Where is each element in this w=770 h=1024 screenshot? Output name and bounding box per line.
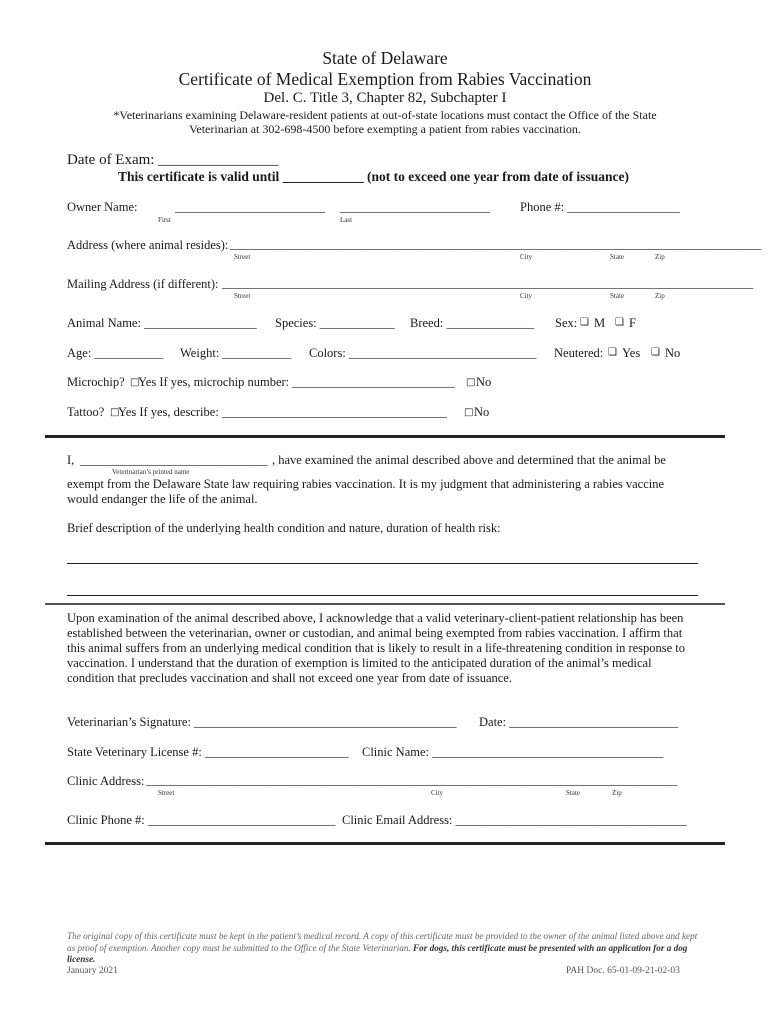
- microchip-yes-checkbox[interactable]: □: [130, 377, 140, 388]
- footer-date: January 2021: [67, 966, 118, 976]
- page-title: State of Delaware: [322, 48, 448, 68]
- tattoo-yes-checkbox[interactable]: □: [110, 407, 120, 418]
- tattoo-no-checkbox[interactable]: □: [464, 407, 474, 418]
- footer-note: [67, 931, 707, 966]
- sex-f-checkbox[interactable]: ❏: [615, 317, 624, 328]
- certificate-subtitle: Certificate of Medical Exemption from Rabies Vaccination: [178, 69, 592, 89]
- species-field[interactable]: Species: ____________: [275, 316, 395, 330]
- sex-f-label: F: [629, 316, 636, 330]
- acknowledgement-line-3: this animal suffers from an underlying medical condition that is likely to result in a life-threatening condition in response to: [67, 641, 686, 655]
- first-caption: First: [158, 216, 171, 224]
- microchip-number-field[interactable]: Yes If yes, microchip number: __________________________: [138, 375, 455, 389]
- clinic-address-field[interactable]: _____________________________________________________________________________________: [146, 773, 678, 787]
- vet-printed-name-field[interactable]: ______________________________: [80, 453, 268, 467]
- footer-note-text: The original copy of this certificate must be kept in the patient’s medical record. A copy of this certificate must be provided to the owner of the animal listed above and kept as proof of exemption. Another copy must be submitted to the Office of the State Veterinarian.: [67, 931, 698, 953]
- owner-last-name-field[interactable]: ________________________: [340, 200, 490, 214]
- vet-statement-i: I,: [67, 453, 75, 467]
- owner-name-label: Owner Name:: [67, 200, 138, 214]
- owner-first-name-field[interactable]: ________________________: [175, 200, 325, 214]
- mailing-zip-caption: Zip: [655, 292, 665, 300]
- brief-description-label: Brief description of the underlying health condition and nature, duration of health risk:: [67, 521, 501, 535]
- microchip-no-label: No: [476, 375, 492, 389]
- validity-statement[interactable]: This certificate is valid until ____________ (not to exceed one year from date of issuance): [118, 169, 629, 184]
- microchip-label: Microchip?: [67, 375, 125, 389]
- clinic-street-caption: Street: [158, 789, 175, 797]
- address-state-caption: State: [610, 253, 624, 261]
- notice-line-2: Veterinarian at 302-698-4500 before exempting a patient from rabies vaccination.: [189, 122, 581, 136]
- signature-date-field[interactable]: Date: ___________________________: [479, 715, 678, 729]
- weight-field[interactable]: Weight: ___________: [180, 346, 292, 360]
- vet-printed-name-caption: Veterinarian’s printed name: [112, 468, 190, 476]
- tattoo-label: Tattoo?: [67, 405, 105, 419]
- address-field[interactable]: _____________________________________________________________________________________: [230, 237, 762, 251]
- clinic-city-caption: City: [431, 789, 444, 797]
- date-of-exam-field[interactable]: Date of Exam: ________________: [67, 152, 279, 168]
- section-divider-bottom: [45, 842, 725, 845]
- tattoo-no-label: No: [474, 405, 490, 419]
- vet-statement-line-2: exempt from the Delaware State law requiring rabies vaccination. It is my judgment that administering a rabies vaccine: [67, 477, 665, 491]
- mailing-street-caption: Street: [234, 292, 251, 300]
- neutered-yes-checkbox[interactable]: ❏: [608, 347, 617, 358]
- acknowledgement-line-2: established between the veterinarian, owner or custodian, and animal being exempted from rabies vaccination. I affirm that: [67, 626, 683, 640]
- breed-field[interactable]: Breed: ______________: [410, 316, 534, 330]
- mailing-address-label: Mailing Address (if different):: [67, 277, 219, 291]
- address-label: Address (where animal resides):: [67, 238, 229, 252]
- address-city-caption: City: [520, 253, 533, 261]
- microchip-no-checkbox[interactable]: □: [466, 377, 476, 388]
- description-line-2[interactable]: [67, 595, 698, 596]
- vet-statement-line-3: would endanger the life of the animal.: [67, 492, 258, 506]
- age-field[interactable]: Age: ___________: [67, 346, 164, 360]
- last-caption: Last: [340, 216, 353, 224]
- neutered-label: Neutered:: [554, 346, 604, 360]
- animal-name-field[interactable]: Animal Name: __________________: [67, 316, 257, 330]
- mailing-city-caption: City: [520, 292, 533, 300]
- clinic-address-label: Clinic Address:: [67, 774, 145, 788]
- tattoo-describe-field[interactable]: Yes If yes, describe: ____________________________________: [118, 405, 447, 419]
- acknowledgement-line-5: condition that precludes vaccination and shall not exceed one year from date of issuance.: [67, 671, 512, 685]
- description-line-1[interactable]: [67, 563, 698, 564]
- sex-m-checkbox[interactable]: ❏: [580, 317, 589, 328]
- acknowledgement-line-1: Upon examination of the animal described above, I acknowledge that a valid veterinary-client-patient relationship has been: [67, 611, 684, 625]
- section-divider-top: [45, 435, 725, 438]
- neutered-yes-label: Yes: [622, 346, 641, 360]
- clinic-phone-field[interactable]: Clinic Phone #: ______________________________: [67, 813, 336, 827]
- clinic-email-field[interactable]: Clinic Email Address: _____________________________________: [342, 813, 687, 827]
- address-street-caption: Street: [234, 253, 251, 261]
- neutered-no-label: No: [665, 346, 681, 360]
- clinic-state-caption: State: [566, 789, 580, 797]
- vet-statement-line-1: , have examined the animal described above and determined that the animal be: [272, 453, 666, 467]
- vet-signature-field[interactable]: Veterinarian’s Signature: __________________________________________: [67, 715, 457, 729]
- owner-phone-field[interactable]: Phone #: __________________: [520, 200, 680, 214]
- footer-doc-id: PAH Doc. 65-01-09-21-02-03: [566, 966, 680, 976]
- statute-reference: Del. C. Title 3, Chapter 82, Subchapter I: [263, 90, 507, 106]
- colors-field[interactable]: Colors: ______________________________: [309, 346, 537, 360]
- mailing-address-field[interactable]: _____________________________________________________________________________________: [222, 276, 754, 290]
- sex-m-label: M: [594, 316, 606, 330]
- sex-label: Sex:: [555, 316, 578, 330]
- mailing-state-caption: State: [610, 292, 624, 300]
- footer-dog-license-note: For dogs, this certificate must be presented with an application for a dog license.: [67, 942, 688, 964]
- address-zip-caption: Zip: [655, 253, 665, 261]
- neutered-no-checkbox[interactable]: ❏: [651, 347, 660, 358]
- clinic-zip-caption: Zip: [612, 789, 622, 797]
- acknowledgement-line-4: vaccination. I understand that the duration of exemption is limited to the anticipated duration of the animal’s medical: [67, 656, 652, 670]
- clinic-name-field[interactable]: Clinic Name: _____________________________________: [362, 745, 664, 759]
- section-divider-middle: [45, 603, 725, 605]
- notice-line-1: *Veterinarians examining Delaware-resident patients at out-of-state locations must contact the Office of the State: [113, 108, 657, 122]
- license-number-field[interactable]: State Veterinary License #: _______________________: [67, 745, 349, 759]
